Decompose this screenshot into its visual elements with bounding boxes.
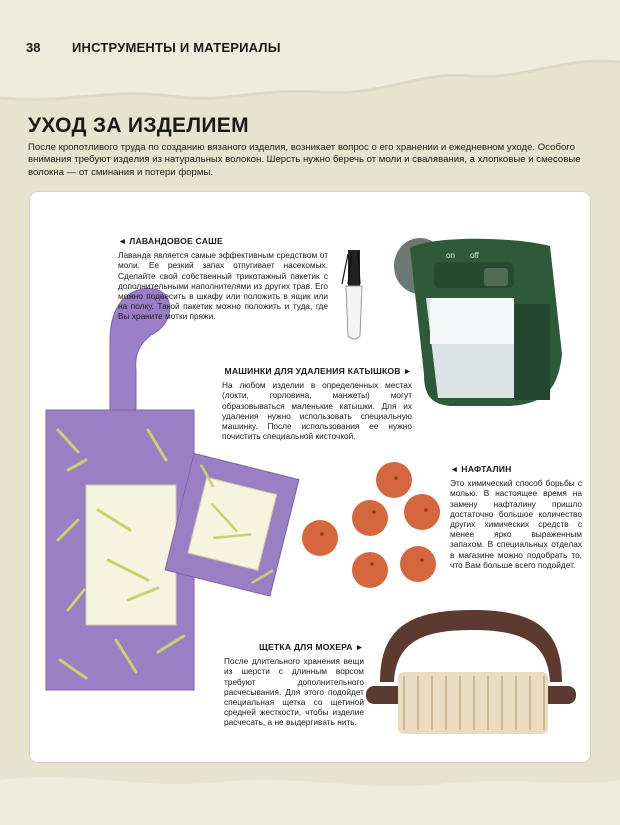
cleaning-brush-icon <box>338 250 368 342</box>
content-card <box>30 192 590 762</box>
page-number: 38 <box>26 40 41 55</box>
naphthalene-heading: ◄ НАФТАЛИН <box>450 464 512 474</box>
naphthalene-balls-icon <box>298 460 448 600</box>
section-title: ИНСТРУМЕНТЫ И МАТЕРИАЛЫ <box>72 40 281 55</box>
on-label: on <box>446 251 455 260</box>
lint-remover-icon <box>390 234 580 414</box>
page-title: УХОД ЗА ИЗДЕЛИЕМ <box>28 114 249 137</box>
naphthalene-text: Это химический способ борьбы с молью. В настоящее время на замену нафталину пришло достаточно большое количество других химических средств с менее ярко выраженным запахом. В специальных отделах в магазине можно подобрать то, что Вам больше всего подойдет. <box>450 478 582 570</box>
mohair-brush-heading: ЩЕТКА ДЛЯ МОХЕРА ► <box>259 642 364 652</box>
lavender-sachet-heading: ◄ ЛАВАНДОВОЕ САШЕ <box>118 236 223 246</box>
decorative-wave-band <box>0 0 620 120</box>
intro-paragraph: После кропотливого труда по созданию вязаного изделия, возникает вопрос о его хранении и ежедневном уходе. Особого внимания требуют изделия из натуральных волокон. Шерсть нужно беречь от моли и свалявания, а хлопковые и смесовые волокна — от сминания и потери формы. <box>28 142 581 178</box>
lavender-sachet-section <box>118 236 328 322</box>
lavender-sachet-icon <box>38 280 300 700</box>
naphthalene-section <box>450 464 582 570</box>
off-label: off <box>470 251 479 260</box>
mohair-brush-section <box>224 642 364 728</box>
mohair-brush-text: После длительного хранения вещи из шерсти с длинным ворсом требуют дополнительного расчесывания. Для этого подойдет специальная щетка со щетиной средней жесткости, чтобы изделие расчесать, а не выдергивать нить. <box>224 656 364 728</box>
decorative-bottom-band <box>0 770 620 825</box>
lint-remover-section <box>222 366 412 441</box>
mohair-brush-icon <box>362 602 580 752</box>
lint-remover-heading: МАШИНКИ ДЛЯ УДАЛЕНИЯ КАТЫШКОВ ► <box>224 366 412 376</box>
lint-remover-text: На любом изделии в определенных местах (локти, горловина, манжеты) могут образовываться маленькие катышки. Для их удаления нужно использовать специальную машинку. После использования ее нужно почистить специальной кисточкой. <box>222 380 412 442</box>
lavender-sachet-text: Лаванда является самые эффективным средством от моли. Ее резкий запах отпугивает насекомых. Сделайте свой собственный трикотажный пакетик с дополнительными наполнителями из других трав. Его можно подвесить в шкафу или положить в ящик или на полку. Такой пакетик можно положить и туда, где Вы храните мотки пряжи. <box>118 250 328 322</box>
